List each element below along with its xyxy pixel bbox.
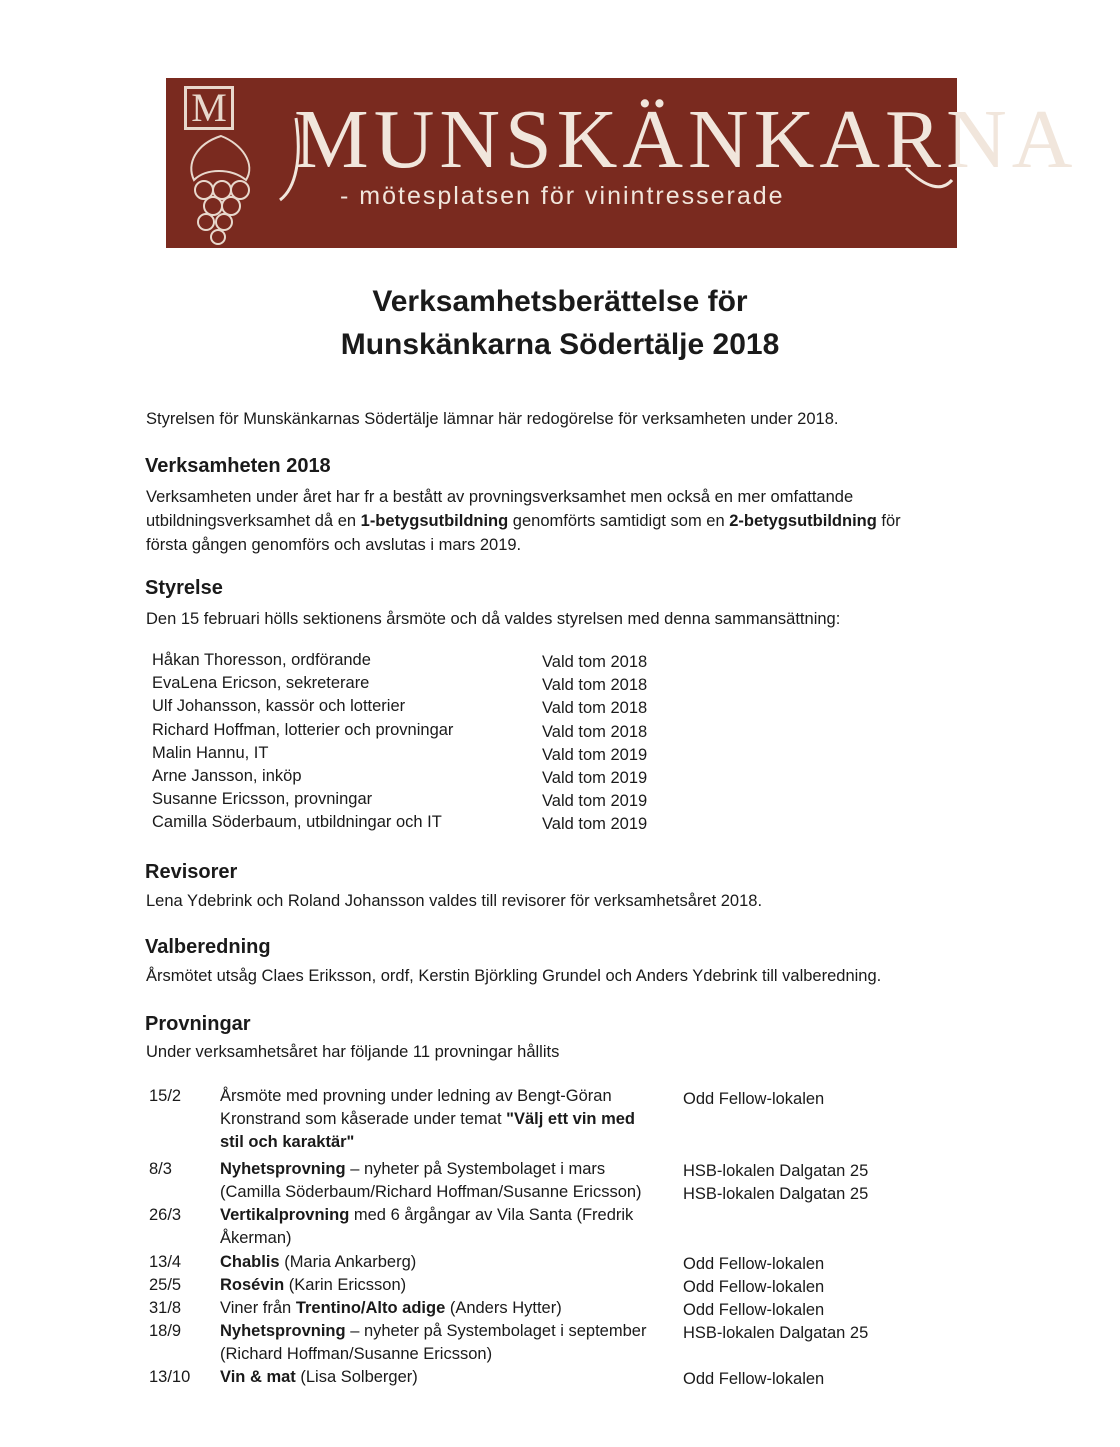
board-member-row <box>152 674 648 697</box>
board-member-term: Vald tom 2019 <box>542 815 648 834</box>
board-members-list <box>152 651 648 837</box>
verksamheten-bold: 2-betygsutbildning <box>729 512 877 530</box>
board-member-row <box>152 720 648 744</box>
board-member-row <box>152 813 648 836</box>
board-member-row <box>152 697 648 720</box>
provningar-paragraph: Under verksamhetsåret har följande 11 provningar hållits <box>146 1043 560 1061</box>
board-member-name: Arne Jansson, inköp <box>152 766 302 785</box>
board-member-name: Richard Hoffman, lotterier och provningar <box>152 720 454 739</box>
section-heading-provningar: Provningar <box>145 1013 251 1035</box>
verksamheten-bold: 1-betygsutbildning <box>360 512 509 530</box>
tasting-title: Trentino/Alto adige <box>295 1299 446 1317</box>
board-member-name: Camilla Söderbaum, utbildningar och IT <box>152 813 442 832</box>
tasting-date: 8/3 <box>149 1160 172 1178</box>
styrelse-paragraph: Den 15 februari hölls sektionens årsmöte och då valdes styrelsen med denna sammansättning: <box>146 610 841 628</box>
tasting-text: (Karin Ericsson) <box>284 1276 407 1294</box>
tasting-venue: Odd Fellow-lokalen <box>683 1090 825 1108</box>
tasting-text: – nyheter på Systembolaget i mars (Camilla Söderbaum/Richard Hoffman/Susanne Ericsson) <box>220 1160 642 1201</box>
title-line-2: Munskänkarna Södertälje 2018 <box>340 328 780 361</box>
board-member-row <box>152 790 648 813</box>
tasting-title: Nyhetsprovning <box>220 1322 346 1340</box>
section-heading-styrelse: Styrelse <box>145 577 223 599</box>
tasting-title: Chablis <box>220 1253 280 1271</box>
tasting-row <box>146 1085 906 1154</box>
tasting-description <box>220 1366 650 1389</box>
board-member-term: Vald tom 2018 <box>542 653 648 671</box>
tasting-text: (Maria Ankarberg) <box>279 1253 417 1271</box>
board-member-name: Susanne Ericsson, provningar <box>152 790 373 809</box>
tasting-row <box>146 1297 906 1320</box>
tasting-text: – nyheter på Systembolaget i september (Richard Hoffman/Susanne Ericsson) <box>220 1322 647 1363</box>
tasting-row <box>146 1251 906 1274</box>
tasting-row <box>146 1320 906 1366</box>
grapes-icon <box>176 134 266 246</box>
board-member-row <box>152 651 648 674</box>
tasting-description <box>220 1158 650 1204</box>
brand-name: MUNSKÄNKARNA <box>294 93 1078 186</box>
tasting-date: 13/4 <box>149 1253 182 1271</box>
tasting-text: med 6 årgångar av Vila Santa (Fredrik Åkerman) <box>220 1206 634 1247</box>
tasting-date: 26/3 <box>149 1206 182 1224</box>
board-member-name: EvaLena Ericson, sekreterare <box>152 674 370 693</box>
board-member-term: Vald tom 2019 <box>542 745 648 764</box>
board-member-term: Vald tom 2019 <box>542 792 648 811</box>
tasting-date: 15/2 <box>149 1087 182 1105</box>
document-title <box>0 280 1120 366</box>
tasting-venue: Odd Fellow-lokalen <box>683 1278 825 1296</box>
tasting-description <box>220 1297 650 1320</box>
board-member-name: Håkan Thoresson, ordförande <box>152 651 371 669</box>
board-member-name: Ulf Johansson, kassör och lotterier <box>152 697 406 716</box>
valberedning-paragraph: Årsmötet utsåg Claes Eriksson, ordf, Kerstin Björkling Grundel och Anders Ydebrink till valberedning. <box>146 967 882 985</box>
verksamheten-paragraph <box>146 485 916 557</box>
tasting-row <box>146 1204 906 1250</box>
board-member-term: Vald tom 2018 <box>542 676 648 695</box>
intro-paragraph: Styrelsen för Munskänkarnas Södertälje lämnar här redogörelse för verksamheten under 2018. <box>146 410 839 428</box>
section-heading-verksamheten: Verksamheten 2018 <box>145 455 331 477</box>
logo-monogram: M <box>184 86 234 130</box>
title-line-1: Verksamhetsberättelse för <box>372 285 748 318</box>
tasting-text: Viner från <box>220 1299 296 1317</box>
tasting-text: Årsmöte med provning under ledning av Bengt-Göran Kronstrand som kåserade under temat <box>220 1087 612 1128</box>
verksamheten-text: för första gången genomförs och avslutas i mars 2019. <box>146 512 901 554</box>
tasting-venue: Odd Fellow-lokalen <box>683 1370 825 1388</box>
tasting-venue: Odd Fellow-lokalen <box>683 1255 825 1273</box>
tasting-title: Vin & mat <box>220 1368 296 1386</box>
tasting-title: Vertikalprovning <box>220 1206 350 1224</box>
tasting-description <box>220 1204 650 1250</box>
tasting-venue: HSB-lokalen Dalgatan 25 <box>683 1324 869 1342</box>
brand-tagline: - mötesplatsen för vinintresserade <box>340 182 785 210</box>
tasting-venue: HSB-lokalen Dalgatan 25 <box>683 1162 869 1180</box>
board-member-row <box>152 766 648 790</box>
tasting-title: "Välj ett vin med stil och karaktär" <box>220 1110 636 1151</box>
tasting-text: (Anders Hytter) <box>445 1299 562 1317</box>
tasting-venue: HSB-lokalen Dalgatan 25 <box>683 1185 869 1203</box>
board-member-term: Vald tom 2018 <box>542 722 648 741</box>
verksamheten-text: Verksamheten under året har fr a bestått av provningsverksamhet men också en mer omfattande utbildningsverksamhet då en <box>146 488 854 530</box>
verksamheten-text: genomförts samtidigt som en <box>508 512 730 530</box>
tasting-date: 18/9 <box>149 1322 182 1340</box>
tasting-date: 13/10 <box>149 1368 191 1386</box>
board-member-name: Malin Hannu, IT <box>152 743 269 762</box>
tasting-description <box>220 1085 650 1154</box>
board-member-term: Vald tom 2018 <box>542 699 648 718</box>
tasting-description <box>220 1320 650 1366</box>
tasting-description <box>220 1251 650 1274</box>
tasting-description <box>220 1274 650 1297</box>
board-member-row <box>152 743 648 767</box>
tasting-venue: Odd Fellow-lokalen <box>683 1301 825 1319</box>
tasting-row <box>146 1274 906 1297</box>
tasting-text: (Lisa Solberger) <box>295 1368 418 1386</box>
tasting-date: 25/5 <box>149 1276 182 1294</box>
header-banner <box>166 78 1078 248</box>
tasting-title: Rosévin <box>220 1276 285 1294</box>
tasting-title: Nyhetsprovning <box>220 1160 346 1178</box>
tasting-row <box>146 1366 906 1389</box>
board-member-term: Vald tom 2019 <box>542 768 648 787</box>
revisorer-paragraph: Lena Ydebrink och Roland Johansson valdes till revisorer för verksamhetsåret 2018. <box>146 892 763 910</box>
section-heading-valberedning: Valberedning <box>145 936 271 958</box>
section-heading-revisorer: Revisorer <box>145 861 238 883</box>
tasting-date: 31/8 <box>149 1299 182 1317</box>
tasting-row <box>146 1158 906 1204</box>
